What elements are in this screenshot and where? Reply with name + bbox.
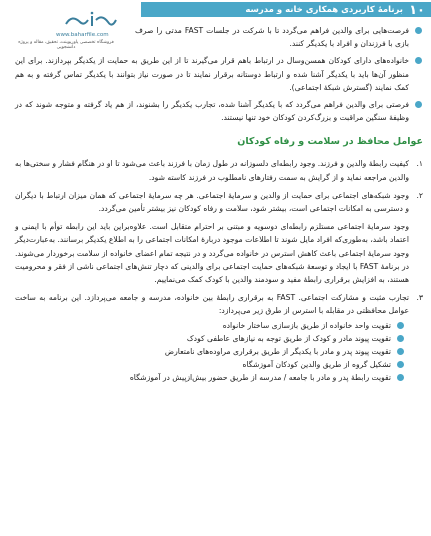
numbered-item (15, 291, 423, 384)
bullet-icon (397, 348, 404, 355)
bullet-icon (397, 322, 404, 329)
bullet-icon (397, 374, 404, 381)
numbered-item (15, 189, 423, 215)
page-number: ۱۰ (409, 3, 425, 18)
bullet-icon (415, 57, 422, 64)
list-item (15, 24, 423, 50)
item-number: ۱. (416, 159, 423, 169)
section-title: عوامل محافظ در سلامت و رفاه کودکان (237, 136, 423, 148)
sub-item-text: تقویت واحد خانواده از طریق بازسازی ساختار خانواده (222, 320, 391, 330)
bullet-icon (397, 361, 404, 368)
header-title: برنامهٔ کاربردی همکاری خانه و مدرسه (245, 5, 403, 15)
bullet-icon (397, 335, 404, 342)
intro-bullet-list (15, 24, 423, 124)
sub-item-text: تقویت رابطهٔ پدر و مادر با جامعه / مدرسه از طریق حضور بیش‌ازپیش در آموزشگاه (129, 373, 391, 383)
bullet-icon (415, 101, 422, 108)
list-item (15, 98, 423, 124)
sub-item-text: تشکیل گروه از طریق والدین کودکان آموزشگاه (242, 360, 391, 370)
page-content (15, 22, 423, 390)
sub-bullet-list (15, 319, 405, 385)
item-text: وجود شبکه‌های اجتماعی برای حمایت از والدین و سرمایهٔ اجتماعی. هر چه سرمایهٔ اجتماعی که همان میزان ارتباط با دیگران و دسترسی به امکانات اجتماعی است، بیشتر شود، سلامت و رفاه کودکان نیز بیشتر تأمین می‌گردد. (15, 190, 409, 214)
sub-list-item (15, 371, 405, 384)
item-number: ۳. (416, 293, 423, 303)
item-text: تجارب مثبت و مشارکت اجتماعی. FAST به برقراری رابطهٔ بین خانواده، مدرسه و جامعه می‌پردازد. این برنامه به ساخت عوامل محافظتی در مقابله با استرس از طرق زیر می‌پردازد: (15, 293, 409, 316)
sub-list-item (15, 319, 405, 332)
list-item-text: خانواده‌های دارای کودکان همسن‌وسال در ارتباط باهم قرار می‌گیرند تا از این طریق به حمایت از یکدیگر بپردازند. برای این منظور آن‌ها باید با یکدیگر آشنا شده و ارتباط دوستانه برقرار نمایند تا در صورت نیاز بتوانند با یکدیگر تماس گرفته و به هم کمک نمایند (گسترش شبکهٔ اجتماعی). (15, 56, 409, 92)
header-bar (141, 2, 431, 17)
numbered-list (15, 157, 423, 384)
item-text: وجود سرمایهٔ اجتماعی مستلزم رابطه‌ای دوسویه و مبتنی بر احترام متقابل است. علاوه‌براین باید این رابطه توأم با ایمنی و اعتماد باشد، به‌طوری‌که افراد مایل شوند تا اطلاعات موجود درباره‌ٔ امکانات اجتماعی را به اطلاع یکدیگر برسانند. به‌عبارت‌دیگر وجود سرمایهٔ اجتماعی باعث کاهش استرس در خانواده می‌گردد و در نتیجه تمام اعضای خانواده از سلامت برخوردار می‌شوند. در برنامهٔ FAST با ایجاد و توسعهٔ شبکه‌های حمایت اجتماعی برای والدینی که دچار تنش‌های اجتماعی ناشی از فقر و محرومیت هستند، به افزایش برقراری رابطهٔ مفید و سودمند والدین با کودک کمک می‌نماییم. (15, 222, 410, 285)
logo-subtitle: فروشگاه تخصصی پاورپوینت، تحقیق، مقاله و پروژه دانشجویی (18, 40, 114, 50)
item-number: ۲. (416, 190, 423, 200)
sub-item-text: تقویت پیوند مادر و کودک از طریق توجه به نیازهای عاطفی کودک (186, 333, 391, 343)
item-text: کیفیت رابطهٔ والدین و فرزند. وجود رابطه‌ای دلسوزانه در طول زمان با فرزند باعث می‌شود تا او در هنگام فشار و سختی‌ها به والدین مراجعه نماید و از گرایش به سمت رفتارهای نامطلوب در فرزند کاسته شود. (15, 159, 409, 182)
list-item-text: فرصتی برای والدین فراهم می‌گردد که با یکدیگر آشنا شده، تجارب یکدیگر را بشنوند، از هم یاد گرفته و متوجه شوند که در وظیفهٔ سنگین مراقبت و بزرگ‌کردن کودکان خود تنها نیستند. (15, 100, 409, 123)
sub-list-item (15, 345, 405, 358)
list-item (15, 54, 423, 94)
bullet-icon (415, 27, 422, 34)
sub-list-item (15, 358, 405, 371)
sub-item-text: تقویت پیوند پدر و مادر با یکدیگر از طریق برقراری مراوده‌های نامتعارض (164, 347, 391, 357)
list-item-text: فرصت‌هایی برای والدین فراهم می‌گردد تا با شرکت در جلسات FAST مدتی را صرف بازی با فرزندان و افراد با یکدیگر کنند. (135, 26, 409, 49)
numbered-item-continuation (15, 220, 423, 286)
numbered-item (15, 157, 423, 183)
sub-list-item (15, 332, 405, 345)
logo-url: www.baharfile.com (56, 32, 109, 38)
